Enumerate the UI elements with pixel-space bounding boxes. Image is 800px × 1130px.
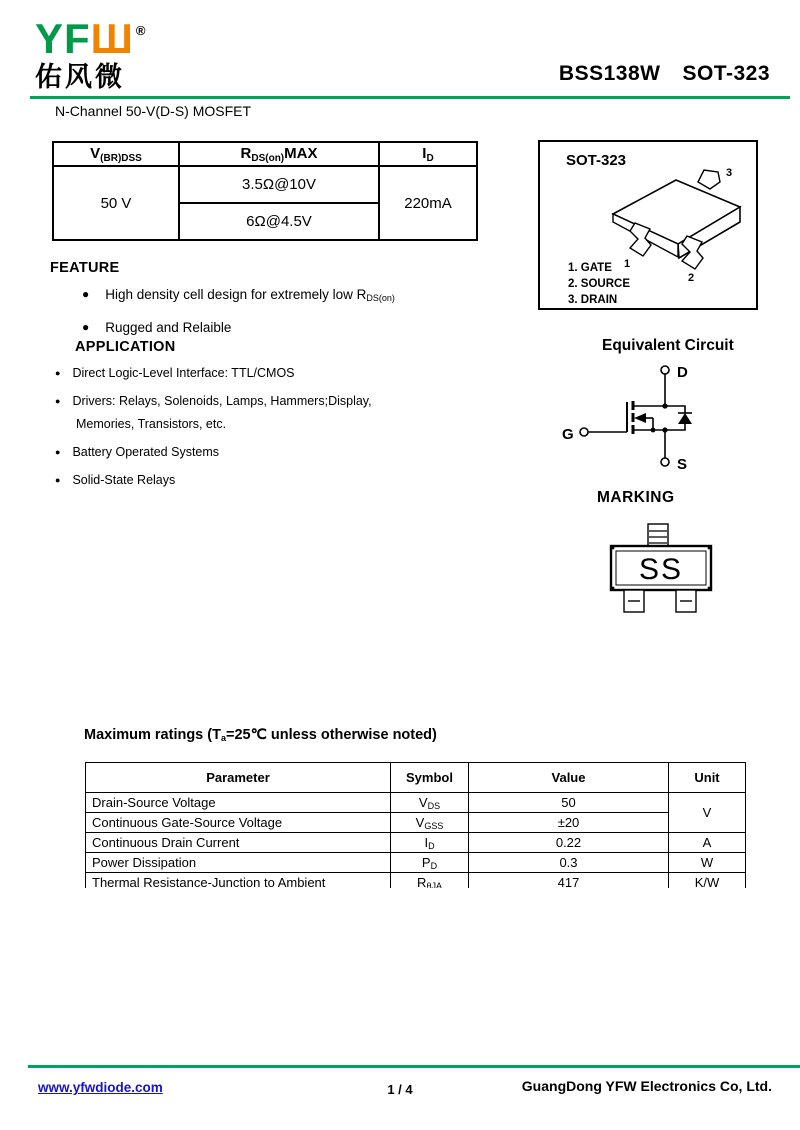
logo-text-w: Ш bbox=[90, 15, 134, 62]
bullet-icon: ● bbox=[82, 320, 90, 334]
ratings-symbol: $V_{DS}$ bbox=[391, 793, 469, 813]
bullet-icon: ● bbox=[82, 287, 90, 301]
pin-number-2: 2 bbox=[688, 272, 695, 284]
application-item bbox=[55, 471, 495, 490]
source-label: S bbox=[677, 456, 688, 473]
ratings-symbol: $R_{\theta JA}$ bbox=[391, 873, 469, 889]
max-ratings-title: Maximum ratings ($T_a=25℃$ unless otherwise noted) bbox=[84, 727, 437, 743]
equivalent-circuit-title: Equivalent Circuit bbox=[602, 337, 734, 354]
page-number: 1 / 4 bbox=[387, 1082, 413, 1097]
marking-code: SS bbox=[638, 553, 684, 586]
key-spec-table bbox=[52, 141, 476, 241]
bullet-icon: ● bbox=[55, 447, 61, 457]
company-logo bbox=[35, 10, 146, 92]
ratings-header-symbol: Symbol bbox=[391, 763, 469, 793]
bullet-icon: ● bbox=[55, 475, 61, 485]
ratings-value: ±20 bbox=[469, 813, 669, 833]
ratings-header-parameter: Parameter bbox=[86, 763, 391, 793]
feature-item-text: Rugged and Relaible bbox=[105, 320, 232, 335]
pin-function-list bbox=[568, 260, 630, 308]
device-description: N-Channel 50-V(D-S) MOSFET bbox=[55, 103, 252, 119]
ratings-unit: K/W bbox=[669, 873, 746, 889]
ratings-parameter: Drain-Source Voltage bbox=[86, 793, 391, 813]
mosfet-circuit-diagram bbox=[558, 356, 728, 476]
ratings-parameter: Continuous Drain Current bbox=[86, 833, 391, 853]
registered-mark-icon: ® bbox=[135, 23, 147, 38]
logo-wordmark bbox=[35, 10, 146, 60]
feature-title: FEATURE bbox=[50, 260, 120, 276]
ratings-unit: A bbox=[669, 833, 746, 853]
spec-header-rdson: $R_{DS(on)}MAX$ bbox=[179, 142, 379, 166]
feature-section bbox=[50, 260, 480, 338]
table-row bbox=[86, 833, 746, 853]
spec-header-row bbox=[53, 142, 477, 166]
ratings-value: 0.22 bbox=[469, 833, 669, 853]
application-item bbox=[55, 443, 495, 462]
feature-item bbox=[82, 284, 480, 309]
application-item-text: Battery Operated Systems bbox=[72, 445, 220, 459]
table-row bbox=[86, 853, 746, 873]
application-item bbox=[55, 364, 495, 383]
spec-header-vbrdss: $V_{(BR)DSS}$ bbox=[53, 142, 179, 166]
pin-1-label: 1. GATE bbox=[568, 262, 612, 274]
max-ratings-table bbox=[85, 762, 747, 888]
bullet-icon: ● bbox=[55, 368, 61, 378]
application-item-text: Drivers: Relays, Solenoids, Lamps, Hammers;Display, bbox=[72, 394, 372, 408]
pin-number-1: 1 bbox=[624, 258, 631, 270]
application-item bbox=[55, 392, 495, 411]
logo-chinese-name: 佑风微 bbox=[35, 62, 125, 92]
spec-header-id: $I_D$ bbox=[379, 142, 477, 166]
marking-diagram bbox=[608, 522, 714, 614]
gate-label: G bbox=[562, 426, 574, 443]
spec-row-1 bbox=[53, 166, 477, 203]
lead-3 bbox=[698, 170, 720, 189]
application-title: APPLICATION bbox=[75, 339, 176, 355]
company-name: GuangDong YFW Electronics Co, Ltd. bbox=[521, 1078, 772, 1094]
marking-title: MARKING bbox=[597, 489, 675, 506]
footer-divider bbox=[28, 1065, 800, 1068]
ratings-symbol: $V_{GSS}$ bbox=[391, 813, 469, 833]
ratings-symbol: $P_D$ bbox=[391, 853, 469, 873]
application-item-text: Solid-State Relays bbox=[72, 473, 176, 487]
package-outline-box bbox=[538, 140, 758, 310]
ratings-unit: W bbox=[669, 853, 746, 873]
website-link[interactable]: www.yfwdiode.com bbox=[38, 1080, 163, 1095]
spec-vbr-value: 50 V bbox=[53, 166, 179, 240]
pin-2-label: 2. SOURCE bbox=[568, 278, 630, 290]
pin-3-label: 3. DRAIN bbox=[568, 294, 618, 306]
application-section bbox=[55, 339, 495, 490]
application-item-text-line2: Memories, Transistors, etc. bbox=[76, 417, 227, 431]
spec-rds-value-1: 3.5Ω@10V bbox=[179, 166, 379, 203]
logo-text-yf: YF bbox=[35, 15, 91, 62]
ratings-parameter: Continuous Gate-Source Voltage bbox=[86, 813, 391, 833]
bullet-icon: ● bbox=[55, 396, 61, 406]
page-title bbox=[537, 62, 770, 86]
ratings-header-row bbox=[86, 763, 746, 793]
ratings-header-unit: Unit bbox=[669, 763, 746, 793]
application-item-text: Direct Logic-Level Interface: TTL/CMOS bbox=[72, 366, 295, 380]
spec-rds-value-2: 6Ω@4.5V bbox=[179, 203, 379, 240]
ratings-value: 50 bbox=[469, 793, 669, 813]
feature-item bbox=[82, 317, 480, 338]
ratings-parameter: Power Dissipation bbox=[86, 853, 391, 873]
ratings-header-value: Value bbox=[469, 763, 669, 793]
table-row bbox=[86, 813, 746, 833]
feature-item-text: High density cell design for extremely low $R_{DS(on)}$ bbox=[105, 287, 395, 303]
package-type: SOT-323 bbox=[682, 62, 770, 85]
table-row bbox=[86, 793, 746, 813]
ratings-value: 417 bbox=[469, 873, 669, 889]
ratings-symbol: $I_D$ bbox=[391, 833, 469, 853]
ratings-parameter: Thermal Resistance-Junction to Ambient bbox=[86, 873, 391, 889]
header-divider bbox=[30, 96, 790, 99]
ratings-value: 0.3 bbox=[469, 853, 669, 873]
table-row-clipped bbox=[86, 873, 746, 889]
pin-number-3: 3 bbox=[726, 167, 733, 179]
ratings-unit: V bbox=[669, 793, 746, 833]
package-box-title: SOT-323 bbox=[566, 152, 627, 169]
drain-label: D bbox=[677, 364, 688, 381]
part-number: BSS138W bbox=[558, 62, 661, 85]
spec-id-value: 220mA bbox=[379, 166, 477, 240]
